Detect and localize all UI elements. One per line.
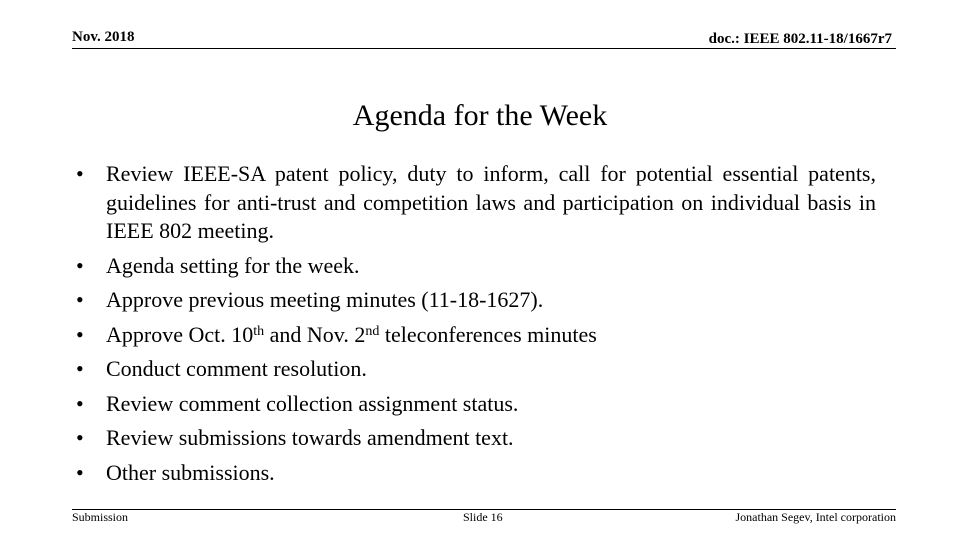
agenda-item-text: Other submissions. xyxy=(106,459,275,485)
agenda-item-text: Review comment collection assignment status. xyxy=(106,390,519,416)
bullet-icon: • xyxy=(76,321,84,347)
agenda-item-text: Agenda setting for the week. xyxy=(106,252,360,278)
bullet-icon: • xyxy=(76,459,84,485)
bullet-icon: • xyxy=(76,425,84,450)
bullet-icon: • xyxy=(76,161,84,186)
agenda-item-text: Approve previous meeting minutes (11-18-1627). xyxy=(106,287,544,312)
bullet-icon: • xyxy=(76,252,84,278)
agenda-item xyxy=(76,390,876,419)
agenda-item-text: Review submissions towards amendment text. xyxy=(106,425,514,450)
bullet-icon: • xyxy=(76,287,84,312)
ordinal-suffix: th xyxy=(253,323,265,339)
agenda-item xyxy=(76,355,876,384)
agenda-item-text: Review IEEE-SA patent policy, duty to inform, call for potential essential patents, guidelines for anti-trust and competition laws and participation on individual basis in IEEE 802 meeting. xyxy=(106,161,876,243)
bullet-icon: • xyxy=(76,390,84,416)
agenda-item xyxy=(76,252,876,281)
header-divider xyxy=(72,48,896,49)
footer-author: Jonathan Segev, Intel corporation xyxy=(735,510,896,524)
agenda-item xyxy=(76,160,876,246)
agenda-item-text: Conduct comment resolution. xyxy=(106,356,367,381)
agenda-item-text-part: Approve Oct. 10 xyxy=(106,321,254,347)
agenda-item-text-part: teleconferences minutes xyxy=(379,321,597,347)
agenda-item xyxy=(76,321,876,350)
agenda-item-text xyxy=(106,322,597,347)
bullet-icon: • xyxy=(76,356,84,381)
header-date: Nov. 2018 xyxy=(72,29,135,45)
agenda-item-text-part: and Nov. 2 xyxy=(264,321,366,347)
agenda-item xyxy=(76,424,876,453)
slide-number: Slide 16 xyxy=(463,510,503,524)
document-id: doc.: IEEE 802.11-18/1667r7 xyxy=(708,31,892,47)
footer-submission: Submission xyxy=(72,510,129,524)
agenda-item xyxy=(76,286,876,315)
agenda-item xyxy=(76,459,876,488)
ordinal-suffix: nd xyxy=(365,323,380,339)
agenda-list xyxy=(76,160,876,493)
slide-title: Agenda for the Week xyxy=(352,99,608,133)
